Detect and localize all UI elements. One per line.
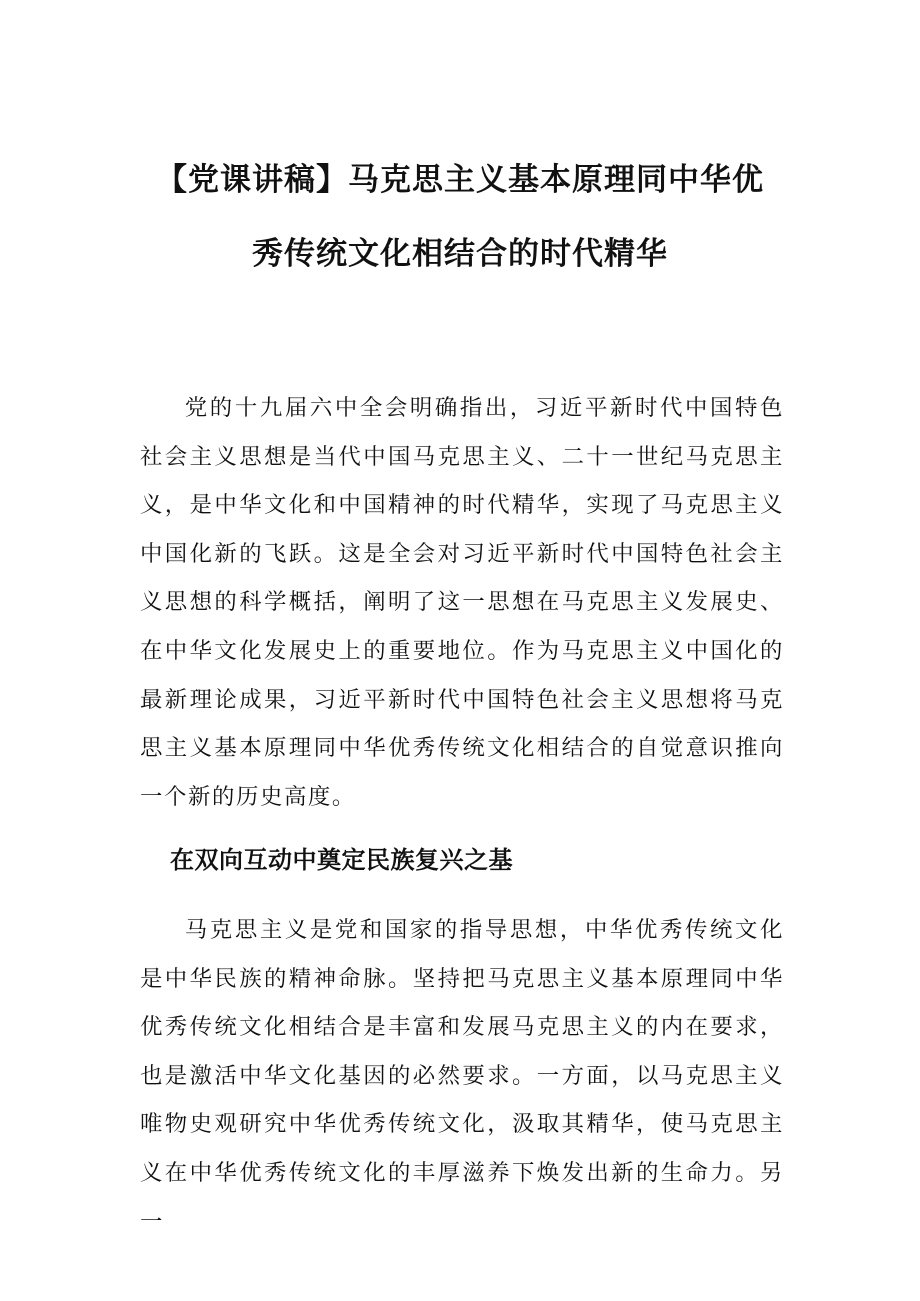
body-paragraph-1: 党的十九届六中全会明确指出，习近平新时代中国特色社会主义思想是当代中国马克思主义、二十一世纪马克思主义，是中华文化和中国精神的时代精华，实现了马克思主义中国化新的飞跃。这是全会对习近平新时代中国特色社会主义思想的科学概括，阐明了这一思想在马克思主义发展史、在中华文化发展史上的重要地位。作为马克思主义中国化的最新理论成果，习近平新时代中国特色社会主义思想将马克思主义基本原理同中华优秀传统文化相结合的自觉意识推向一个新的历史高度。	[140, 395, 784, 810]
body-paragraph-2: 马克思主义是党和国家的指导思想，中华优秀传统文化是中华民族的精神命脉。坚持把马克思主义基本原理同中华优秀传统文化相结合是丰富和发展马克思主义的内在要求，也是激活中华文化基因的必然要求。一方面，以马克思主义唯物史观研究中华优秀传统文化，汲取其精华，使马克思主义在中华优秀传统文化的丰厚滋养下焕发出新的生命力。另一	[140, 917, 784, 1235]
section-heading-1: 在双向互动中奠定民族复兴之基	[170, 846, 513, 874]
document-title-line-2: 秀传统文化相结合的时代精华	[252, 236, 668, 272]
document-title-line-1: 【党课讲稿】马克思主义基本原理同中华优	[156, 162, 764, 198]
